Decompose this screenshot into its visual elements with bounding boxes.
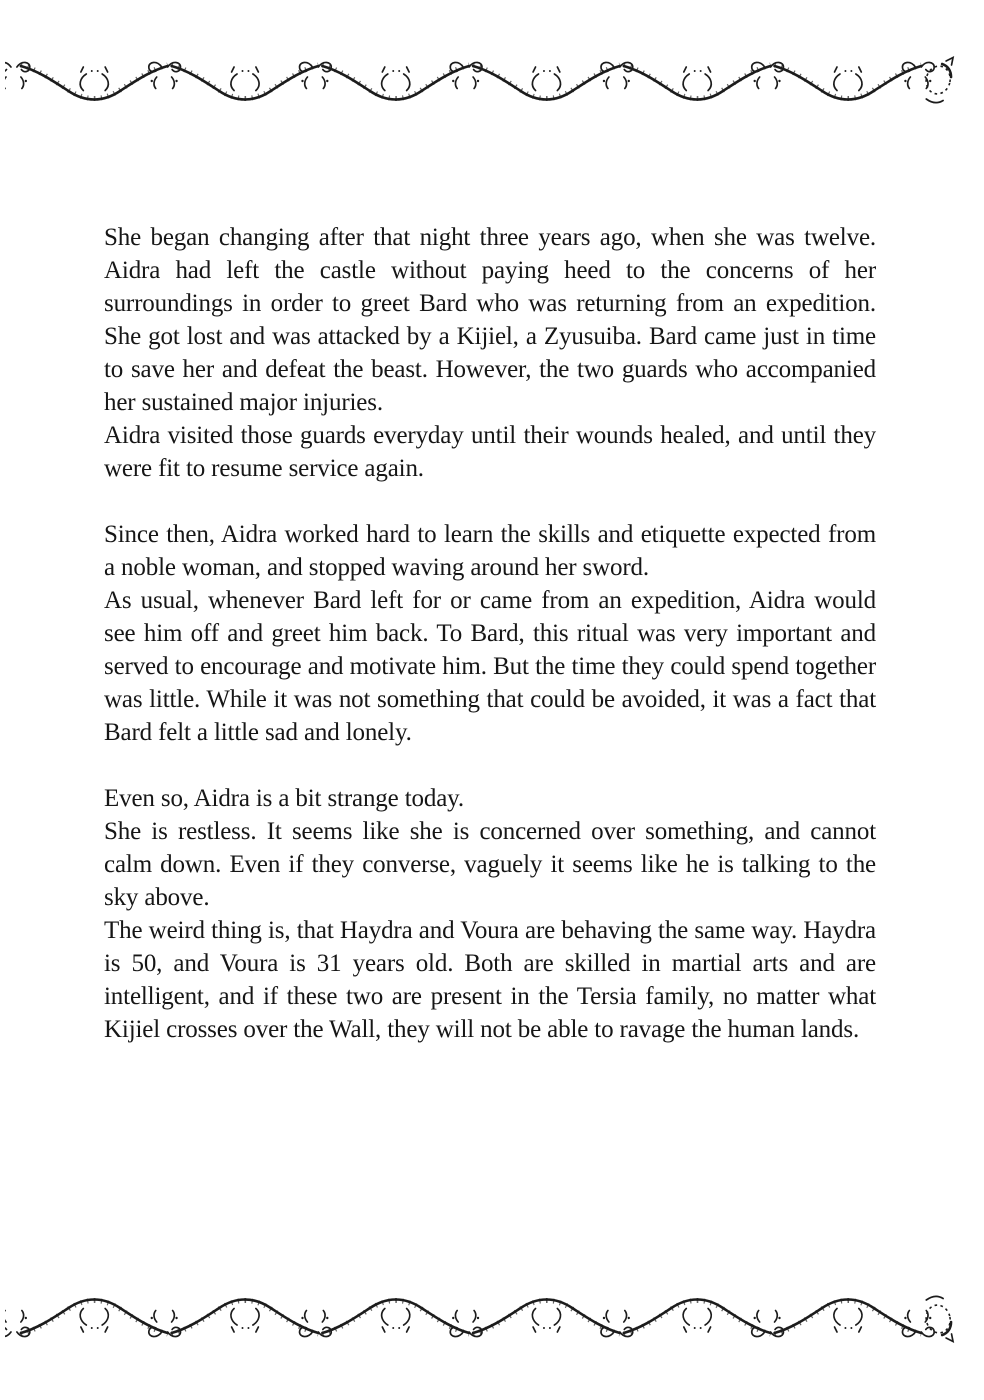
paragraph-group-3 bbox=[104, 782, 876, 1046]
paragraph: As usual, whenever Bard left for or came from an expedition, Aidra would see him off and greet him back. To Bard, this ritual was very important and served to encourage and motivate him. But the time they could spend together was little. While it was not something that could be avoided, it was a fact that Bard felt a little sad and lonely. bbox=[104, 587, 876, 746]
ornamental-border-bottom bbox=[5, 1283, 957, 1347]
paragraph: She began changing after that night three years ago, when she was twelve. Aidra had left the castle without paying heed to the concerns of her surroundings in order to greet Bard who was returning from an expedition. She got lost and was attacked by a Kijiel, a Zyusuiba. Bard came just in time to save her and defeat the beast. However, the two guards who accompanied her sustained major injuries. bbox=[104, 224, 876, 416]
paragraph: Even so, Aidra is a bit strange today. bbox=[104, 785, 464, 812]
paragraph: The weird thing is, that Haydra and Voura are behaving the same way. Haydra is 50, and Voura is 31 years old. Both are skilled in martial arts and are intelligent, and if these two are present in the Tersia family, no matter what Kijiel crosses over the Wall, they will not be able to ravage the human lands. bbox=[104, 917, 876, 1043]
paragraph-group-1 bbox=[104, 221, 876, 485]
paragraph: Since then, Aidra worked hard to learn the skills and etiquette expected from a noble woman, and stopped waving around her sword. bbox=[104, 521, 876, 581]
paragraph: Aidra visited those guards everyday until their wounds healed, and until they were fit to resume service again. bbox=[104, 422, 876, 482]
paragraph: She is restless. It seems like she is concerned over something, and cannot calm down. Even if they converse, vaguely it seems like he is talking to the sky above. bbox=[104, 818, 876, 911]
paragraph-group-2 bbox=[104, 518, 876, 749]
page-text bbox=[104, 221, 876, 1046]
ornamental-border-top bbox=[5, 52, 957, 116]
